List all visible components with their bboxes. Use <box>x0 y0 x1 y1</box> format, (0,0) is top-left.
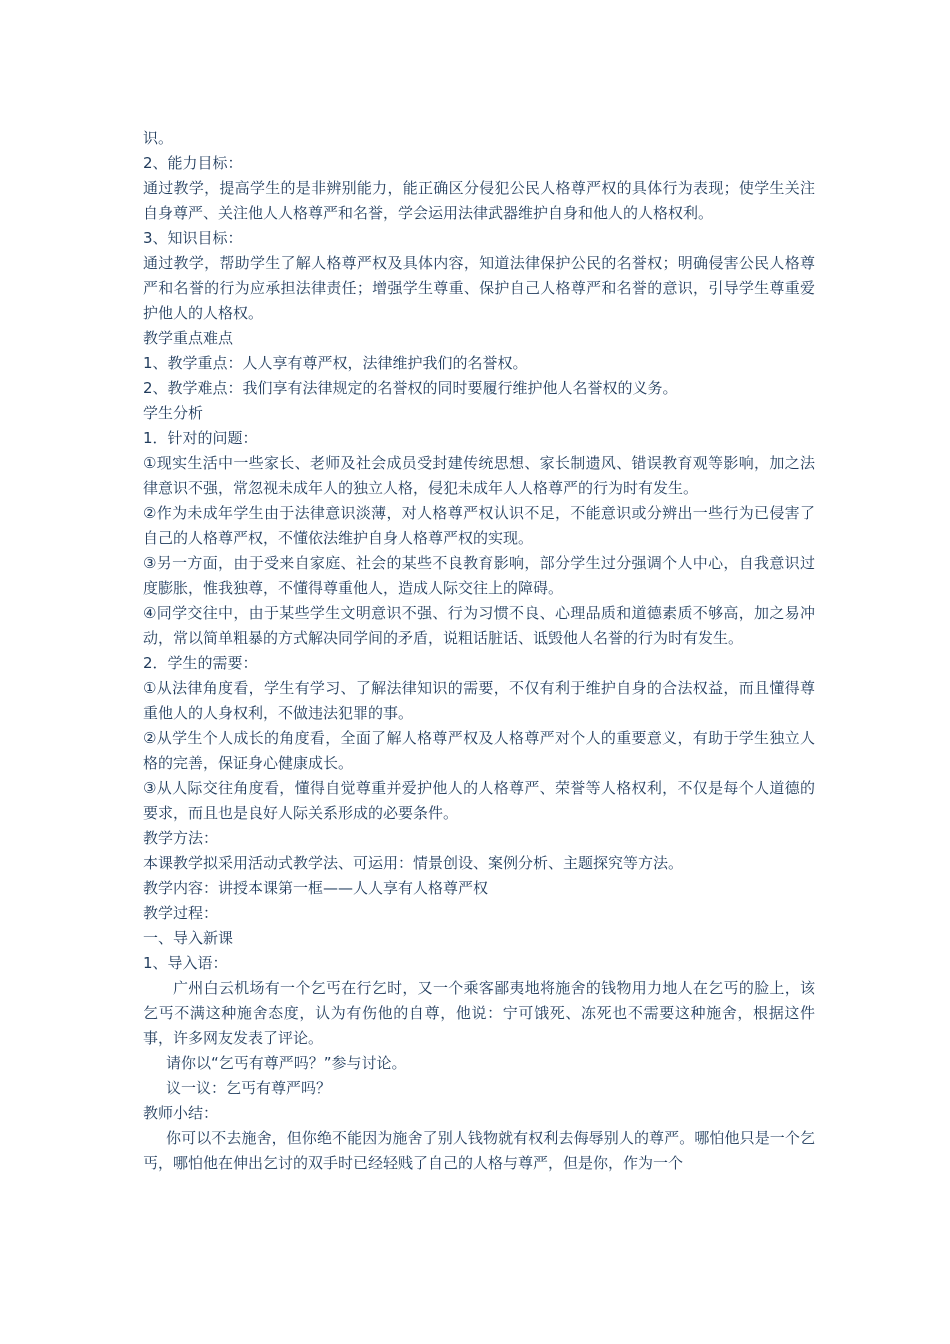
list-item: ①现实生活中一些家长、老师及社会成员受封建传统思想、家长制遗风、错误教育观等影响，加之法律意识不强，常忽视未成年人的独立人格，侵犯未成年人人格尊严的行为时有发生。 <box>143 454 815 497</box>
sub-heading: 1．针对的问题： <box>143 429 258 447</box>
paragraph: 教学内容：讲授本课第一框——人人享有人格尊严权 <box>143 879 489 897</box>
sub-heading: 教师小结： <box>143 1104 219 1122</box>
section-heading: 教学过程： <box>143 904 219 922</box>
section-heading: 2、能力目标： <box>143 154 243 172</box>
section-heading: 教学方法： <box>143 829 219 847</box>
paragraph: 通过教学，提高学生的是非辨别能力，能正确区分侵犯公民人格尊严权的具体行为表现；使学生关注自身尊严、关注他人人格尊严和名誉，学会运用法律武器维护自身和他人的人格权利。 <box>143 179 815 222</box>
paragraph: 通过教学，帮助学生了解人格尊严权及具体内容，知道法律保护公民的名誉权；明确侵害公民人格尊严和名誉的行为应承担法律责任；增强学生尊重、保护自己人格尊严和名誉的意识，引导学生尊重爱护他人的人格权。 <box>143 254 815 322</box>
document-body <box>143 126 815 1176</box>
list-item: ④同学交往中，由于某些学生文明意识不强、行为习惯不良、心理品质和道德素质不够高，加之易冲动，常以简单粗暴的方式解决同学间的矛盾，说粗话脏话、诋毁他人名誉的行为时有发生。 <box>143 604 815 647</box>
paragraph: 广州白云机场有一个乞丐在行乞时，又一个乘客鄙夷地将施舍的钱物用力地人在乞丐的脸上，该乞丐不满这种施舍态度，认为有伤他的自尊，他说：宁可饿死、冻死也不需要这种施舍，根据这件事，许多网友发表了评论。 <box>143 979 815 1047</box>
list-item: 2、教学难点：我们享有法律规定的名誉权的同时要履行维护他人名誉权的义务。 <box>143 379 678 397</box>
list-item: ③从人际交往角度看，懂得自觉尊重并爱护他人的人格尊严、荣誉等人格权利，不仅是每个人道德的要求，而且也是良好人际关系形成的必要条件。 <box>143 779 815 822</box>
sub-heading: 1、导入语： <box>143 954 228 972</box>
section-heading: 学生分析 <box>143 404 204 422</box>
list-item: ①从法律角度看，学生有学习、了解法律知识的需要，不仅有利于维护自身的合法权益，而且懂得尊重他人的人身权利，不做违法犯罪的事。 <box>143 679 815 722</box>
paragraph: 你可以不去施舍，但你绝不能因为施舍了别人钱物就有权利去侮辱别人的尊严。哪怕他只是一个乞丐，哪怕他在伸出乞讨的双手时已经轻贱了自己的人格与尊严，但是你，作为一个 <box>143 1129 815 1172</box>
paragraph: 请你以“乞丐有尊严吗？”参与讨论。 <box>166 1054 407 1072</box>
sub-heading: 一、导入新课 <box>143 929 234 947</box>
paragraph: 议一议：乞丐有尊严吗？ <box>166 1079 332 1097</box>
paragraph: 本课教学拟采用活动式教学法、可运用：情景创设、案例分析、主题探究等方法。 <box>143 854 684 872</box>
text-line: 识。 <box>143 129 174 147</box>
sub-heading: 2．学生的需要： <box>143 654 258 672</box>
list-item: ③另一方面，由于受来自家庭、社会的某些不良教育影响，部分学生过分强调个人中心，自我意识过度膨胀，惟我独尊，不懂得尊重他人，造成人际交往上的障碍。 <box>143 554 815 597</box>
section-heading: 3、知识目标： <box>143 229 243 247</box>
list-item: ②作为未成年学生由于法律意识淡薄，对人格尊严权认识不足，不能意识或分辨出一些行为已侵害了自己的人格尊严权，不懂依法维护自身人格尊严权的实现。 <box>143 504 815 547</box>
section-heading: 教学重点难点 <box>143 329 234 347</box>
list-item: 1、教学重点：人人享有尊严权，法律维护我们的名誉权。 <box>143 354 528 372</box>
list-item: ②从学生个人成长的角度看，全面了解人格尊严权及人格尊严对个人的重要意义，有助于学生独立人格的完善，保证身心健康成长。 <box>143 729 815 772</box>
